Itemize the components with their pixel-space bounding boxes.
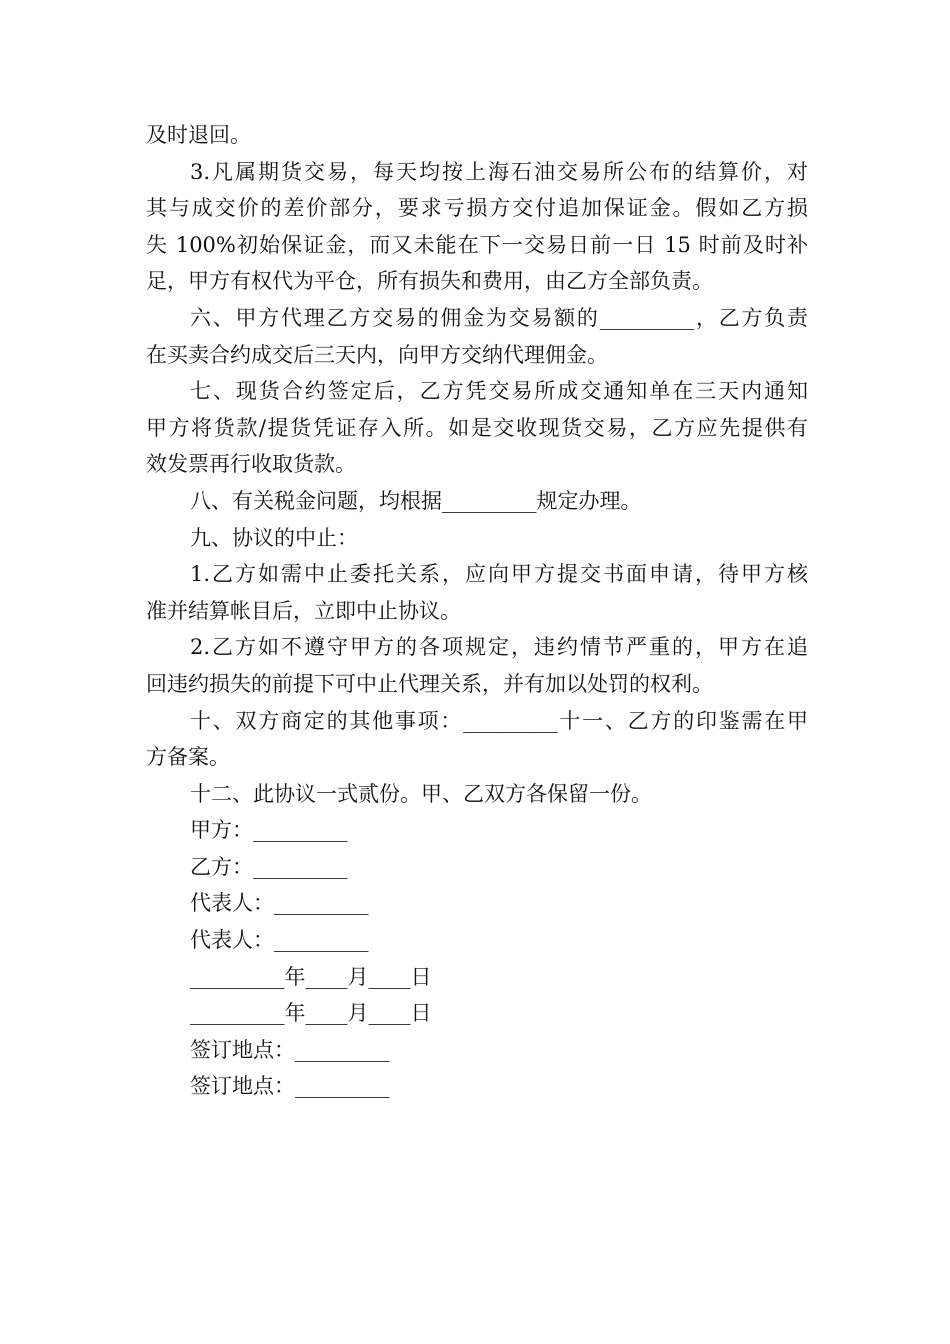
text-line: 甲方将货款/提货凭证存入所。如是交收现货交易，乙方应先提供有: [146, 415, 808, 440]
document-page: [146, 117, 808, 1105]
text-line: 十二、此协议一式贰份。甲、乙双方各保留一份。: [190, 781, 652, 806]
signature-field-party-a: 甲方：_________: [190, 818, 348, 843]
text-line: 在买卖合约成交后三天内，向甲方交纳代理佣金。: [146, 342, 608, 367]
signature-field-party-b: 乙方：_________: [190, 854, 348, 879]
text-line: 准并结算帐目后，立即中止协议。: [146, 598, 461, 623]
date-field: _________年____月____日: [190, 1001, 432, 1026]
section-heading: 九、协议的中止：: [190, 525, 358, 550]
text-line: 七、现货合约签定后，乙方凭交易所成交通知单在三天内通知: [190, 379, 808, 404]
text-line: 2.乙方如不遵守甲方的各项规定，违约情节严重的，甲方在追: [190, 635, 808, 660]
signing-place-field: 签订地点：_________: [190, 1074, 390, 1099]
text-line: 十、双方商定的其他事项：_________十一、乙方的印鉴需在甲: [190, 708, 808, 733]
text-line: 效发票再行收取货款。: [146, 452, 356, 477]
text-line: 足，甲方有权代为平仓，所有损失和费用，由乙方全部负责。: [146, 269, 713, 294]
representative-field: 代表人：_________: [190, 928, 369, 953]
text-line: 回违约损失的前提下可中止代理关系，并有加以处罚的权利。: [146, 671, 713, 696]
text-line: 1.乙方如需中止委托关系，应向甲方提交书面申请，待甲方核: [190, 562, 808, 587]
text-line: 八、有关税金问题，均根据_________规定办理。: [190, 488, 642, 513]
text-line: 失 100%初始保证金，而又未能在下一交易日前一日 15 时前及时补: [146, 232, 808, 257]
representative-field: 代表人：_________: [190, 891, 369, 916]
text-line: 六、甲方代理乙方交易的佣金为交易额的_________，乙方负责: [190, 305, 808, 330]
text-line: 其与成交价的差价部分，要求亏损方交付追加保证金。假如乙方损: [146, 196, 808, 221]
text-line: 方备案。: [146, 745, 230, 770]
signing-place-field: 签订地点：_________: [190, 1037, 390, 1062]
text-line: 3.凡属期货交易，每天均按上海石油交易所公布的结算价，对: [190, 159, 808, 184]
date-field: _________年____月____日: [190, 964, 432, 989]
text-line: 及时退回。: [146, 123, 251, 147]
